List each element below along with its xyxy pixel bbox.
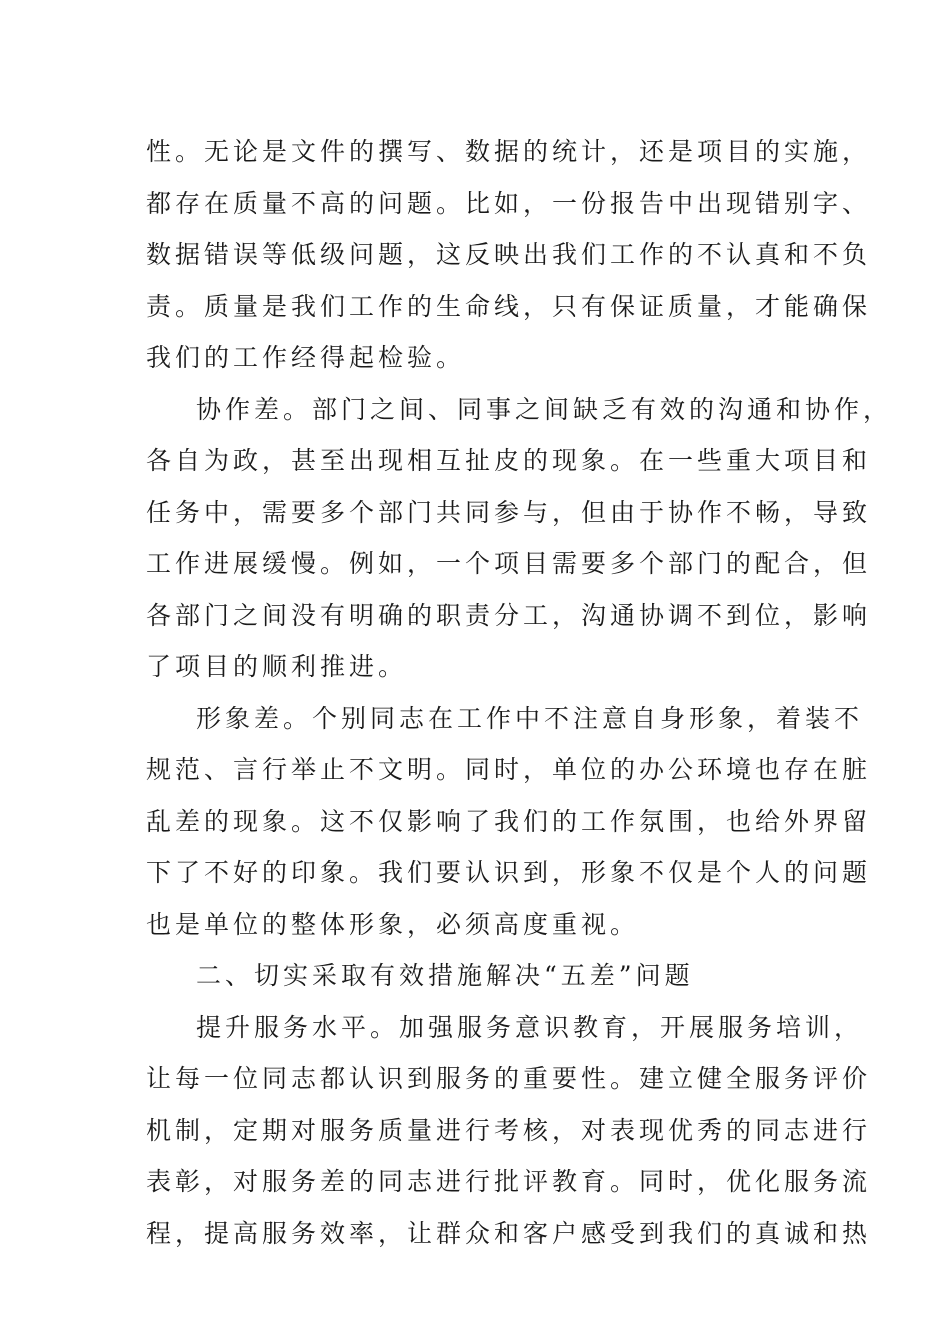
text-line-14: 乱差的现象。这不仅影响了我们的工作氛围，也给外界留 — [146, 806, 872, 836]
text-line-10: 各部门之间没有明确的职责分工，沟通协调不到位，影响 — [146, 600, 872, 630]
text-line-5: 我们的工作经得起检验。 — [146, 343, 466, 372]
text-line-11: 了项目的顺利推进。 — [146, 652, 408, 681]
text-line-18: 提升服务水平。加强服务意识教育，开展服务培训， — [196, 1012, 864, 1042]
text-line-1: 性。无论是文件的撰写、数据的统计，还是项目的实施， — [146, 137, 872, 166]
body-text — [146, 126, 893, 1259]
text-line-13: 规范、言行举止不文明。同时，单位的办公环境也存在脏 — [146, 755, 872, 784]
text-line-6: 协作差。部门之间、同事之间缺乏有效的沟通和协作， — [196, 394, 893, 424]
section-heading: 二、切实采取有效措施解决“五差”问题 — [196, 961, 694, 990]
text-line-12: 形象差。个别同志在工作中不注意自身形象，着装不 — [196, 703, 864, 733]
text-line-4: 责。质量是我们工作的生命线，只有保证质量，才能确保 — [146, 291, 872, 321]
text-line-22: 程，提高服务效率，让群众和客户感受到我们的真诚和热 — [146, 1218, 872, 1248]
text-line-8: 任务中，需要多个部门共同参与，但由于协作不畅，导致 — [146, 497, 872, 527]
text-line-21: 表彰，对服务差的同志进行批评教育。同时，优化服务流 — [146, 1167, 872, 1196]
text-line-7: 各自为政，甚至出现相互扯皮的现象。在一些重大项目和 — [146, 446, 872, 475]
text-line-2: 都存在质量不高的问题。比如，一份报告中出现错别字、 — [146, 188, 872, 218]
text-line-15: 下了不好的印象。我们要认识到，形象不仅是个人的问题 — [146, 858, 872, 887]
text-line-9: 工作进展缓慢。例如，一个项目需要多个部门的配合，但 — [146, 549, 872, 578]
text-line-19: 让每一位同志都认识到服务的重要性。建立健全服务评价 — [146, 1064, 872, 1093]
text-line-20: 机制，定期对服务质量进行考核，对表现优秀的同志进行 — [146, 1115, 872, 1145]
text-line-16: 也是单位的整体形象，必须高度重视。 — [146, 909, 640, 939]
text-line-3: 数据错误等低级问题，这反映出我们工作的不认真和不负 — [146, 240, 872, 269]
